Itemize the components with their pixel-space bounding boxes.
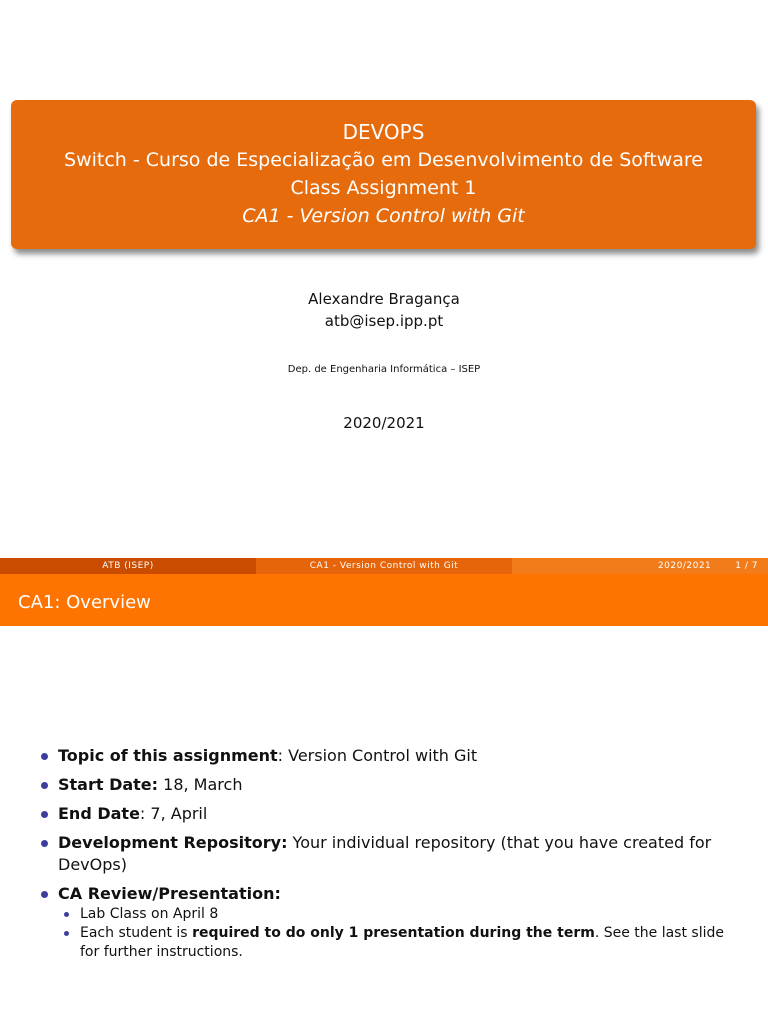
slide-footer	[0, 558, 768, 574]
item-label: Development Repository:	[58, 833, 288, 852]
overview-slide	[0, 558, 768, 1024]
assignment-name: Class Assignment 1	[290, 177, 477, 199]
footer-author: ATB (ISEP)	[0, 558, 256, 574]
bullet-list	[40, 745, 740, 969]
list-item	[40, 832, 740, 876]
footer-title: CA1 - Version Control with Git	[256, 558, 512, 574]
sub-list-item: Each student is required to do only 1 presentation during the term. See the last slide for further instructions.	[58, 924, 740, 962]
item-label: CA Review/Presentation:	[58, 884, 281, 903]
sub-list-item: Lab Class on April 8	[58, 905, 740, 924]
item-text: Version Control with Git	[283, 746, 478, 765]
footer-year: 2020/2021	[657, 561, 712, 571]
title-box	[11, 100, 756, 249]
presentation-title: DEVOPS	[342, 120, 425, 144]
footer-right	[512, 558, 768, 574]
item-text: Your individual repository (that you have created for DevOps)	[58, 833, 712, 874]
bullet-icon	[41, 782, 48, 789]
institution: Dep. de Engenharia Informática – ISEP	[287, 364, 481, 375]
sub-bullet-list	[58, 905, 740, 962]
list-item	[40, 883, 740, 962]
frame-title: CA1: Overview	[0, 574, 768, 626]
author-block	[0, 288, 768, 332]
item-label: End Date	[58, 804, 140, 823]
bullet-icon	[41, 891, 48, 898]
sub-bullet-icon	[64, 912, 69, 917]
list-item: End Date: 7, April	[40, 803, 740, 825]
list-item: Topic of this assignment: Version Control with Git	[40, 745, 740, 767]
academic-year: 2020/2021	[343, 414, 425, 432]
bullet-icon	[41, 840, 48, 847]
item-text: 18, March	[158, 775, 243, 794]
item-text: 7, April	[145, 804, 208, 823]
assignment-subtitle: CA1 - Version Control with Git	[242, 205, 525, 227]
list-item	[40, 774, 740, 796]
footer-page-number: 1 / 7	[735, 561, 758, 571]
author-name: Alexandre Bragança	[308, 290, 460, 308]
item-label: Topic of this assignment	[58, 746, 278, 765]
bullet-icon	[41, 811, 48, 818]
course-name: Switch - Curso de Especialização em Desenvolvimento de Software	[64, 149, 703, 171]
bullet-icon	[41, 753, 48, 760]
sub-bullet-icon	[64, 931, 69, 936]
author-email: atb@isep.ipp.pt	[324, 312, 444, 330]
item-label: Start Date:	[58, 775, 159, 794]
